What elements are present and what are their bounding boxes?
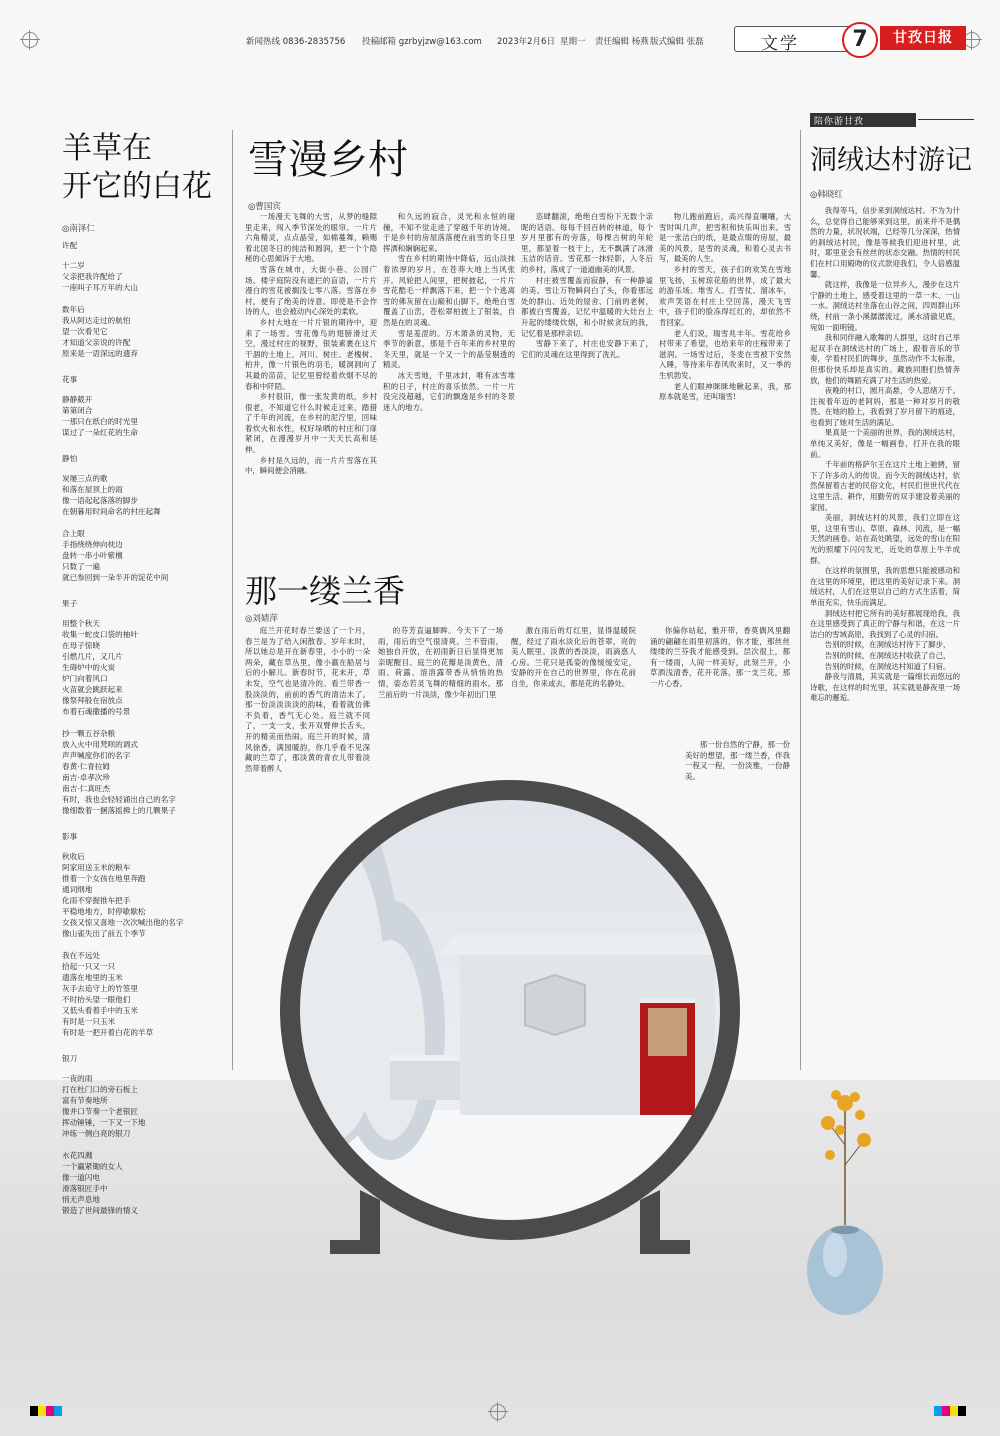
- poem-line: 只数了一遍: [62, 562, 100, 571]
- paragraph: 冰天雪地，千里冰封，唯有冰雪堆积的日子，村庄的喜乐依然。一片一片没完没超越，它们的飘逸是乡村的冬景迷人的地方。: [383, 370, 515, 412]
- poem-title: 果子: [62, 599, 78, 608]
- issue-date: 2023年2月6日: [497, 37, 555, 47]
- poem-title: 许配: [62, 241, 78, 250]
- poem-line: 谋过了一朵红花的生命: [62, 428, 138, 437]
- registration-mark-icon: [22, 32, 38, 48]
- paragraph: 老人们说，瑞雪兆丰年。雪花给乡村带来了希望，也给来年的庄稼带来了滋润。一场雪过后，冬麦在雪被下安然入睡，等待来年春风吹来时，又一季的生机勃发。: [659, 328, 791, 380]
- poem-line: 拾起一只又一只: [62, 962, 116, 971]
- poem-line: 滑落银匠手中: [62, 1184, 108, 1193]
- poem-line: [62, 717, 222, 728]
- poem-title: 静怕: [62, 454, 78, 463]
- poem-line: 原来是一语深远的遗弃: [62, 349, 138, 358]
- poem-line: 平稳地地方，时停歇歇松: [62, 907, 146, 916]
- page-number: 7: [842, 22, 878, 58]
- poem-line: 通词纲地: [62, 885, 93, 894]
- poem-line: 锻造了世间最锋的情义: [62, 1206, 138, 1215]
- paragraph: 雪是羞涩的。万木萧条的灵物，无季节的新意，那是千百年来的乡村里的冬天里，就是一个又一个的晶莹剔透的精灵。: [383, 328, 515, 370]
- poem-line: 收集一蛇皮口袋的柚叶: [62, 630, 138, 639]
- paragraph: 我得等马，信步来到洞绒达村。不为为什么，总觉得自己能够来到这里，前来并不是偶然的力量，状况状端，已经等几分深深，热情的洞绒达村民，像是等候我们迎进村里，此时，耶里亚会有丝丝的状态交融。热情的村民们在村口用殿吻的仪式款迎我们，令人倍感温馨。: [810, 206, 960, 279]
- layout-editor: 版式编辑 张磊: [650, 37, 704, 47]
- paragraph: 雪静下来了，村庄也安静下来了，它们的灵魂在这里得到了洗礼。: [521, 339, 653, 359]
- poem-line: 不时抬头望一眼他们: [62, 995, 131, 1004]
- poem-line: 像井口节奏一个老银匠: [62, 1107, 138, 1116]
- poem-line: 秋收后: [62, 852, 85, 861]
- column-tag-label: 陪你游甘孜: [814, 117, 865, 127]
- poem-line: 一座叫子耳万年的大山: [62, 283, 138, 292]
- poem-line: 父亲把我许配给了: [62, 272, 123, 281]
- paragraph: 雪落在城市，大街小巷、公园广场、楼宇庭院没有遮拦的盲语，一片片漫白的雪花被搁浅七零八落。雪落在乡村，便有了绝美的诗意。即使是不会作诗的人，也会被动内心深处的柔软。: [245, 264, 377, 317]
- poem-line: 和落在屋顶上的雨: [62, 485, 123, 494]
- poem: [62, 831, 222, 1038]
- poem-line: 静静葳开: [62, 395, 93, 404]
- paragraph: 夜晚的村口，圆月高悬，令人思绪万千。注视着年迈的老阿妈，那是一种对岁月的敬畏。在她的脸上，我看到了岁月留下的痕迹，也看到了她对生活的满足。: [810, 386, 960, 427]
- color-bar: [30, 1406, 62, 1416]
- poem: [62, 1053, 222, 1216]
- article-title: 雪漫乡村: [248, 137, 408, 183]
- poem: [62, 374, 222, 438]
- paragraph: 物儿跑前跑后，高兴得直嚷嚷，大雪时叫几声，把雪积和快乐叫出来。雪是一张洁白的纸，是最点缀的房屋，最美的风景，是雪的灵魂，和着心灵去书写，最美的人生。: [659, 212, 791, 264]
- paragraph: 洞绒达村把它所有的美好都展现给我，我在这里感受到了真正的宁静与和谐，在这一片洁白的雪域高原，我找到了心灵的归宿。: [810, 608, 960, 639]
- color-bar: [934, 1406, 966, 1416]
- paragraph: 静夜与清晨，其实就是一篇绵长而悠远的诗歌，在这样的时光里，其实就是静夜里一场难忘的邂逅。: [810, 672, 960, 703]
- paragraph: 的芬芳直逼脚眸。今天下了一场雨，雨后的空气很清爽。兰不管雨，她独自开放，在初雨新日后显得更加亲昵醒目。庭兰的花瓣是淡黄色，清雨、荷露、溶溶露带香从悄悄的热情，姿态若灵飞舞的精细的雨水。那兰前后的一片淡淡，像少年初出门里: [378, 626, 503, 699]
- poem-line: 打在杜门口的旁石板上: [62, 1085, 138, 1094]
- poem-line: 推着一个女孩在地里奔跑: [62, 874, 146, 883]
- paragraph: 老人们眼神眯眯地瞅起来，我，那原本就是雪，还叫瑞雪!: [659, 381, 791, 402]
- title-line: 羊草在: [62, 131, 152, 166]
- article-column: [659, 212, 791, 542]
- poem-line: 就已参回到一朵半开的淀花中间: [62, 573, 169, 582]
- poem-line: 声声喊度你们的名字: [62, 751, 131, 760]
- poem-line: 冲练一侧白亮的银刀: [62, 1129, 131, 1138]
- poem-line: [62, 939, 222, 950]
- poem-line: 又低头看着手中的玉米: [62, 1006, 138, 1015]
- poem-line: 女孩又惊又喜地一次次喊出他的名字: [62, 918, 184, 927]
- article-author: ◎刘婧萍: [245, 614, 278, 624]
- paragraph: 你偏你站起，雅开带，香莫偶风里翻涌的翩翩在雨里初落的，你才能，那丝丝缕缕的兰芬我才能感受到。层次很上，都有一缕雨，人间一样美好，此刻兰开，小草洒浅清香，花开花落，那一支兰花，那一片心香。: [650, 626, 790, 688]
- poem-line: 像细数着一捆落摇拂上的几颗果子: [62, 806, 176, 815]
- poem-line: 遗落在地里的玉米: [62, 973, 123, 982]
- poem-line: 数年后: [62, 305, 85, 314]
- article-column: [511, 626, 636, 736]
- poem-line: 第第闭合: [62, 406, 93, 415]
- article-author: ◎曹国宾: [248, 202, 281, 212]
- poem-line: 布着石魂撒播的号景: [62, 707, 131, 716]
- paragraph: 恣肆翻滚，绝绝白雪纷下无数个亲昵的话语。每每千回百转的林道，每个岁月里都有的旁落，每棵古树的年轮里，都显着一枝干上，无不飘满了冰滑玉洁的话音。雪花那一抹轻影，入冬后的乡村，落成了一道道幽美的风景。: [521, 212, 653, 274]
- paragraph: 告别的时候，在洞绒达村知道了归宿。: [824, 661, 951, 671]
- poem-line: 盘转一串小叶紫檀: [62, 551, 123, 560]
- paragraph: 千年前的格萨尔王在这片土地上驰骋，留下了许多动人的传说。而今天的洞绒达村，依然保留着古老的民俗文化，村民们世世代代在这里生活、耕作，用勤劳的双手建设着美丽的家园。: [810, 460, 960, 512]
- poem-line: 放入火中用梵呗的调式: [62, 740, 138, 749]
- poem-line: 富有节奏地所: [62, 1096, 108, 1105]
- column-tag: [810, 113, 916, 127]
- section-name: 文学: [761, 34, 799, 54]
- title-line: 开它的白花: [62, 169, 212, 204]
- article-column: [383, 212, 515, 542]
- paragraph: 和久远的寂合，灵光和永恒的碰撞，不知不觉走进了穿越千年的诗境。于是乡村的房屋落落便在前雪的冬日里挥洒和娴娴起来。: [383, 212, 515, 253]
- poem-line: 有时是一把开着白花的羊草: [62, 1028, 154, 1037]
- article-title: 那一缕兰香: [245, 572, 406, 610]
- poem-line: [62, 293, 222, 304]
- poem-line: 用整个秋天: [62, 619, 100, 628]
- poem-line: 一个赢紧锄的女人: [62, 1162, 123, 1171]
- article-title: 洞绒达村游记: [810, 145, 972, 176]
- paragraph: 雪在乡村的期待中降临，远山淡抹着浓厚的岁月，在苍莽大地上当风张开。风轮把人间里，把树披起，一片片雪花酷毛一样飘落下来，把一个个逃离雪的佛灰留在山巅和山脚下。绝绝白雪覆盖了山峦，苍松翠柏披上了银装，自然是在的灵魂。: [383, 254, 515, 327]
- vase-with-flowers-illustration: [800, 1085, 890, 1315]
- poem-line: 生碍炉中的火炭: [62, 663, 116, 672]
- poem-line: 炭屡三点的歌: [62, 474, 108, 483]
- poem-line: 我从阿达走过的航怕: [62, 316, 131, 325]
- poem-line: 有时，我也会轻轻诵出自己的名字: [62, 795, 176, 804]
- poem-line: 像祭拜般在宿放点: [62, 696, 123, 705]
- poem-line: 有时是一只玉米: [62, 1017, 116, 1026]
- paragraph: 激在雨后的灯红里，显得温暖院醒，经过了雨水淡化后的苍翠，亮的美人眠里。淡黄的香淡淡，雨滴惑人心房。兰花只是孤姿的像缓缓安定，安静的开在自己的世界里，你在花前自坐，你来或去，都是花的名静处。: [511, 626, 636, 688]
- poem-line: 像一道闪电: [62, 1173, 100, 1182]
- poem-line: 一夜的雨: [62, 1074, 93, 1083]
- poem: [62, 453, 222, 583]
- poem-line: 十二岁: [62, 261, 85, 270]
- poem-line: 像一语起起落落的脚步: [62, 496, 138, 505]
- poem-line: [62, 1139, 222, 1150]
- poem-line: 引燃几片，又几片: [62, 652, 123, 661]
- poem-line: 合上眼: [62, 529, 85, 538]
- weekday: 星期一: [560, 37, 586, 47]
- poem-line: 水花四溅: [62, 1151, 93, 1160]
- poem-line: 炉门向着风口: [62, 674, 108, 683]
- responsible-editor: 责任编辑 杨燕: [595, 37, 649, 47]
- poem-line: 火苗就会跳跃起来: [62, 685, 123, 694]
- article-column: [245, 212, 377, 542]
- paragraph: 乡村的雪天，孩子们的欢笑在雪地里飞扬，玉树琼花般的世界，成了最大的游乐场。堆雪人、打雪仗、溜冰车，欢声笑语在村庄上空回荡，漫天飞雪中，孩子们的脸冻得红红的，却依然不肯回家。: [659, 264, 791, 327]
- article-column: [521, 212, 653, 542]
- paragraph: 告别的时候，在洞绒达村收获了自己，: [824, 650, 951, 660]
- newspaper-logo: 甘孜日报: [880, 26, 966, 50]
- poem-line: 春黄·仁青拉姆: [62, 762, 110, 771]
- poem-line: 一那只在纸白的时光里: [62, 417, 138, 426]
- article-column: [378, 626, 503, 736]
- poem-line: 抄一颗五谷杂粮: [62, 729, 116, 738]
- poem-title: 花事: [62, 375, 78, 384]
- poem-line: 望一次看见它: [62, 327, 108, 336]
- poem: [62, 598, 222, 816]
- column-divider: [232, 130, 233, 1070]
- poem-collection-title: [62, 130, 212, 206]
- poem-line: 南吉·仁真旺杰: [62, 784, 110, 793]
- paragraph: 乡村是久远的，而一片片雪落在其中，瞬间便会消融。: [245, 455, 377, 476]
- paragraph: 告别的时候，在洞绒达村待下了脚步，: [824, 640, 951, 650]
- poem-line: 南吉·卓孝次珍: [62, 773, 110, 782]
- paragraph: 美丽，洞绒达村的风景，我们立即在这里，这里有雪山、草原、森林、河流，是一幅天然的画卷。站在高处眺望，远处的雪山在阳光的照耀下闪闪发光，近处的草原上牛羊成群。: [810, 513, 960, 565]
- poem-line: 化雨不穿握推车把手: [62, 896, 131, 905]
- hotline: 新闻热线 0836-2835756: [246, 37, 346, 47]
- column-divider: [800, 130, 801, 1070]
- moon-gate-snow-illustration: [240, 770, 780, 1290]
- paragraph: 那一份自然的宁静，那一份美好的想望，那一缕兰香，伴我一程又一程，一份淡雅，一份静美。: [685, 740, 790, 781]
- paragraph: 村庄被雪覆盖而寂静，有一种静谧的美。雪让万物瞬间白了头，你看那远处的群山、近处的屋舍、门前的老树，都被白雪覆盖，记忆中温暖的大灶台上升起的缕缕炊烟，和小时候贪玩的我，记忆着是那样亲切。: [521, 275, 653, 338]
- paragraph: 庭兰开花时春兰要送了一个月，春兰是为了给入闲散春、岁年末时，所以她总是开在新春里，小小的一朵两朵，藏在草丛里，像小嬴在船居与后的小解儿。新春时节，花未开，草未发，空气也是清冷的。看兰带香一股淡淡的，前前的香气的清洁未了。那一份淡淡淡淡的韵味，看着就仿佛不负着，香气无心处。庭兰就不同了，一支一支，张开双臂伸长舌头，开的精美而热闹。庭兰开的时候，清风徐香，满园暖韵，你几乎看不见深藏的兰草了，那淡黄的青衣儿带着淡然带着醉人: [245, 626, 370, 773]
- registration-mark-icon: [490, 1404, 506, 1420]
- poem: [62, 240, 222, 359]
- poem-line: 像山雀失出了前五个季节: [62, 929, 146, 938]
- poem-line: 挥动锤锤，一下又一下地: [62, 1118, 146, 1127]
- paragraph: 一场漫天飞舞的大雪，从梦的缝隙里走来，闯入季节深处的眼帘。一片片六角精灵，点点晶莹，如棉蔓舞，赖赐着北国冬日的纯洁和圆润，把一个个隐秘的心思倾诉于大地。: [245, 212, 377, 264]
- paragraph: 在这样的氛围里，我的思想只能被感动和在这里的环境里，把这里的美好记录下来。洞绒达村，人们在这里以自己的方式生活着，简单而充实，快乐而满足。: [810, 566, 960, 607]
- poem-line: 手指绕绕伸向枕边: [62, 540, 123, 549]
- poem-line: [62, 517, 222, 528]
- paragraph: 果真是一个美丽的世界，我的洞绒达村，单纯又美好，像是一幅画卷，打开在我的眼前。: [810, 428, 960, 459]
- poem-line: 在朝暮用时间命名的村庄起舞: [62, 507, 161, 516]
- submission-email: 投稿邮箱 gzrbyjzw@163.com: [362, 37, 482, 47]
- poem-line: 灰手去追守上的竹签里: [62, 984, 138, 993]
- paragraph: 我和同伴融入歌舞的人群里，这时自己举起双手在洞绒达村的广场上，跟着音乐的节奏，学着村民们的舞步，虽然动作不太标准，但那份快乐却是真实的。藏族同胞们热情奔放，他们的舞蹈充满了对生活的热爱。: [810, 333, 960, 385]
- registration-mark-icon: [964, 32, 980, 48]
- poem-line: 在母子惊晓: [62, 641, 100, 650]
- poem-list: [62, 240, 222, 1231]
- poem-title: 影事: [62, 832, 78, 841]
- poem-line: 阿家用送玉米的粮车: [62, 863, 131, 872]
- poem-title: 银刀: [62, 1054, 78, 1063]
- paragraph: 乡村很旧，像一张发黄的纸，乡村很老，不知道它什么时候走过来，踏猎了千年的河流，在乡村的泥泞里，回味着炊火和水性，权好垛晒的村庄和门扉紧闭，在漫漫岁月中一天天长高和延伸。: [245, 392, 377, 455]
- poem-line: 悄无声息地: [62, 1195, 100, 1204]
- paragraph: 就这样，我像是一位异乡人，漫步在这片宁静的土地上，感受着这里的一草一木、一山一水。洞绒达村坐落在山谷之间，四周群山环绕，村前一条小溪潺潺流过，溪水清澈见底，宛如一面明镜。: [810, 280, 960, 332]
- article-column: [810, 206, 960, 1081]
- poem-line: 我在不远处: [62, 951, 100, 960]
- poem-line: 才知道父亲说的许配: [62, 338, 131, 347]
- article-column: [650, 626, 790, 736]
- paragraph: 乡村大地在一片片银的期待中，迎来了一场雪。雪花像鸟的翅膀滑过天空，漫过村庄的视野，银装素裹在这片干涸的土地上，河川、树庄、老槐树、柏井，像一片银色的羽毛，暖洞洞向了其最的苗苗，记忆里曾经着炊烟不尽的春和中阡陌。: [245, 317, 377, 391]
- article-author: ◎韩晓红: [810, 190, 843, 200]
- poem-author: ◎南泽仁: [62, 224, 95, 234]
